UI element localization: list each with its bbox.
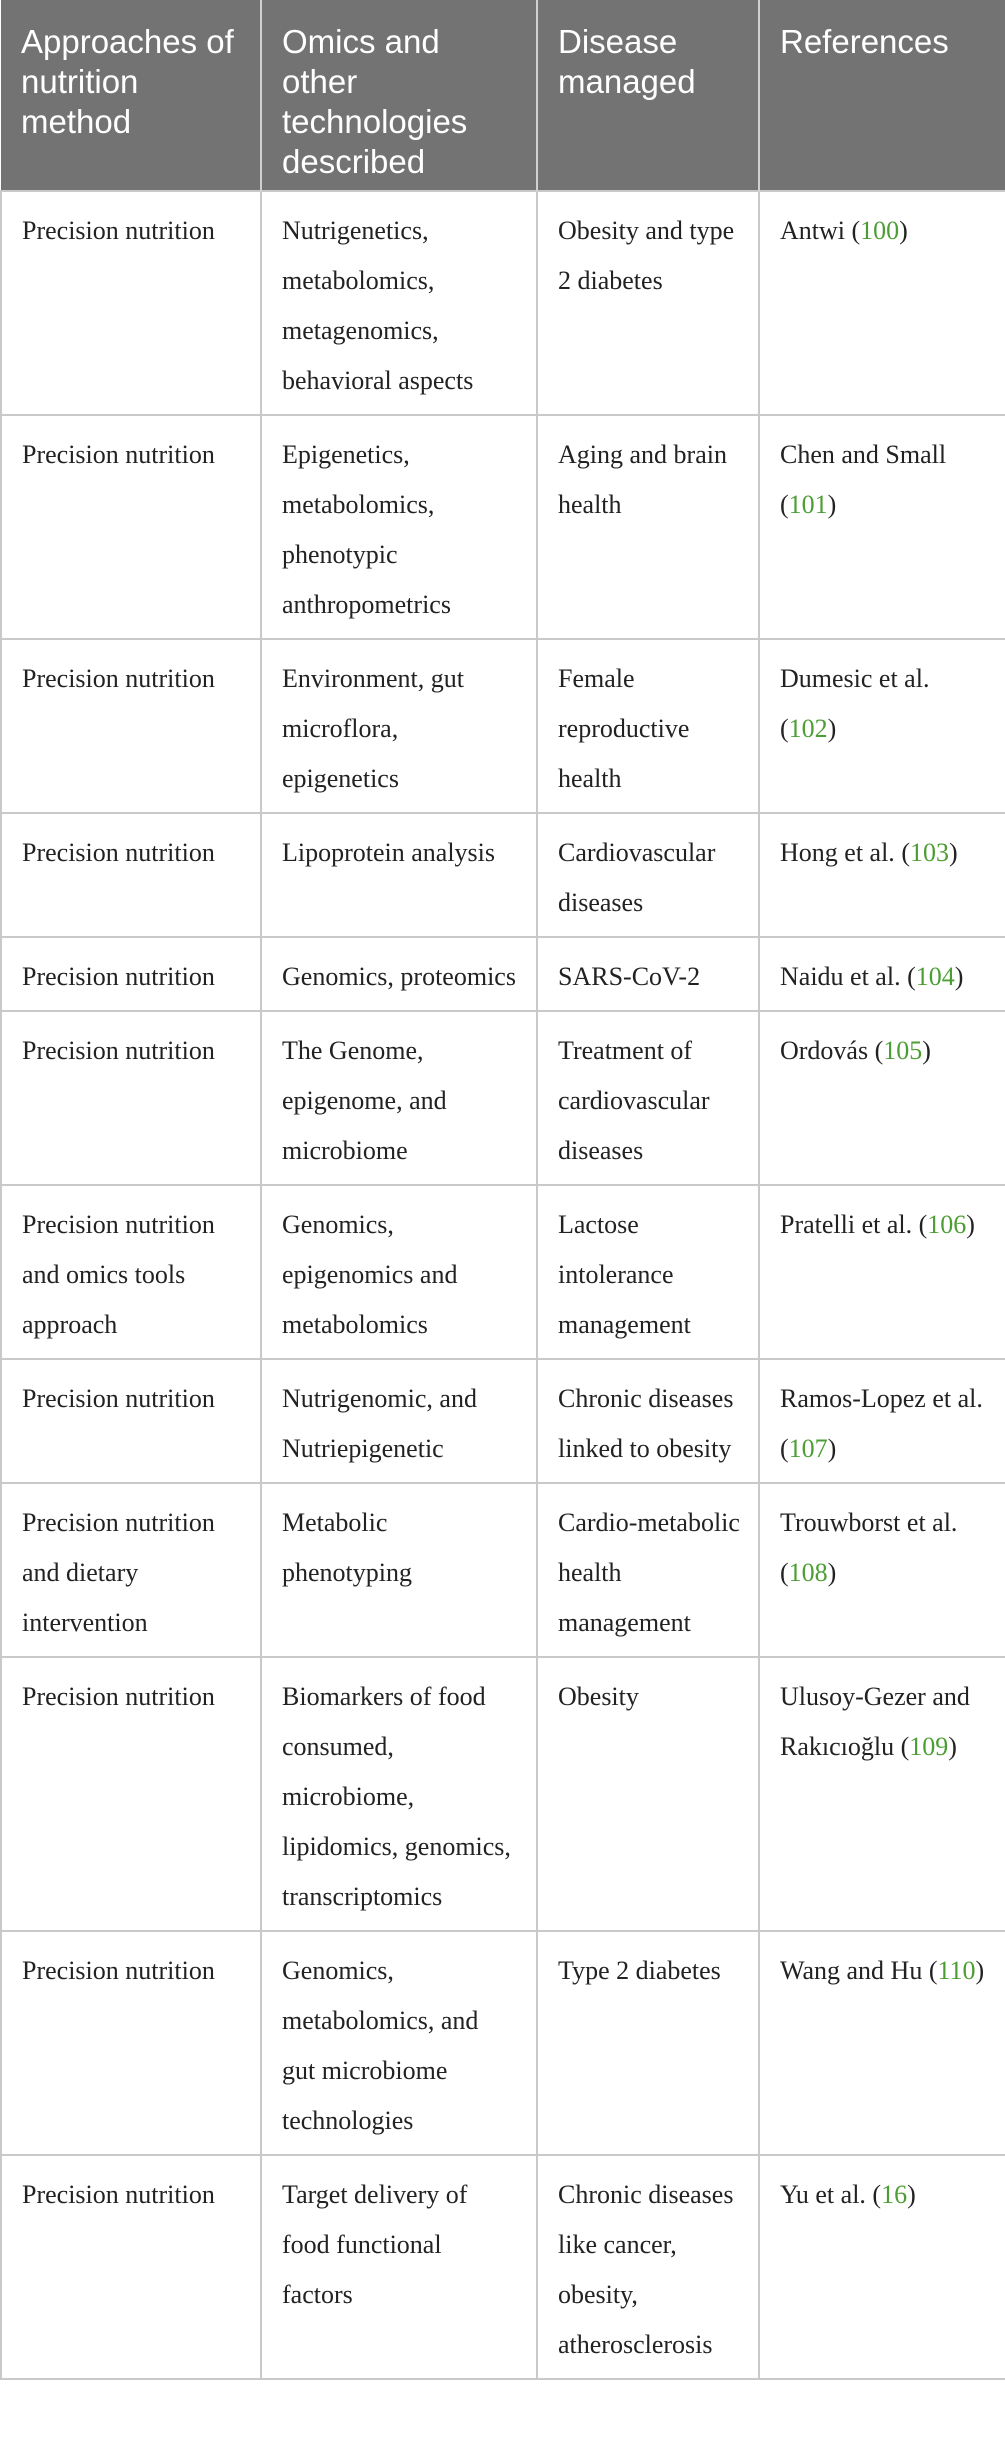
table-row	[1, 1011, 1005, 1185]
cell-reference: Hong et al. (103)	[759, 813, 1005, 937]
cell-approach: Precision nutrition	[1, 191, 261, 415]
cell-reference: Trouwborst et al. (108)	[759, 1483, 1005, 1657]
table-row	[1, 191, 1005, 415]
cell-disease: Type 2 diabetes	[537, 1931, 759, 2155]
reference-link[interactable]: 108	[788, 1558, 828, 1587]
table-row	[1, 1931, 1005, 2155]
reference-author: Ramos-Lopez et al.	[780, 1384, 983, 1413]
reference-author: Hong et al.	[780, 838, 895, 867]
cell-disease: Chronic diseases linked to obesity	[537, 1359, 759, 1483]
reference-link[interactable]: 104	[915, 962, 955, 991]
cell-reference: Dumesic et al. (102)	[759, 639, 1005, 813]
cell-disease: Lactose intolerance management	[537, 1185, 759, 1359]
reference-link[interactable]: 106	[927, 1210, 967, 1239]
cell-reference: Yu et al. (16)	[759, 2155, 1005, 2379]
reference-link[interactable]: 107	[788, 1434, 828, 1463]
cell-omics: Nutrigenetics, metabolomics, metagenomics, behavioral aspects	[261, 191, 537, 415]
cell-approach: Precision nutrition	[1, 1011, 261, 1185]
cell-disease: Obesity	[537, 1657, 759, 1931]
reference-link[interactable]: 101	[788, 490, 828, 519]
cell-omics: Genomics, epigenomics and metabolomics	[261, 1185, 537, 1359]
cell-omics: Genomics, proteomics	[261, 937, 537, 1011]
cell-omics: Target delivery of food functional factors	[261, 2155, 537, 2379]
table-row	[1, 1657, 1005, 1931]
reference-author: Wang and Hu	[780, 1956, 923, 1985]
reference-author: Yu et al.	[780, 2180, 866, 2209]
header-approach: Approaches of nutrition method	[1, 0, 261, 191]
cell-disease: SARS-CoV-2	[537, 937, 759, 1011]
cell-approach: Precision nutrition	[1, 937, 261, 1011]
table-body	[1, 191, 1005, 2379]
header-row	[1, 0, 1005, 191]
cell-disease: Cardiovascular diseases	[537, 813, 759, 937]
reference-author: Ordovás	[780, 1036, 869, 1065]
cell-approach: Precision nutrition	[1, 639, 261, 813]
cell-approach: Precision nutrition and omics tools approach	[1, 1185, 261, 1359]
table-row	[1, 1483, 1005, 1657]
table-row	[1, 937, 1005, 1011]
cell-disease: Obesity and type 2 diabetes	[537, 191, 759, 415]
table-row	[1, 813, 1005, 937]
cell-omics: Environment, gut microflora, epigenetics	[261, 639, 537, 813]
cell-reference: Pratelli et al. (106)	[759, 1185, 1005, 1359]
reference-link[interactable]: 103	[909, 838, 949, 867]
cell-omics: Biomarkers of food consumed, microbiome, lipidomics, genomics, transcriptomics	[261, 1657, 537, 1931]
cell-reference: Wang and Hu (110)	[759, 1931, 1005, 2155]
cell-approach: Precision nutrition and dietary intervention	[1, 1483, 261, 1657]
cell-reference: Ulusoy-Gezer and Rakıcıoğlu (109)	[759, 1657, 1005, 1931]
cell-disease: Chronic diseases like cancer, obesity, atherosclerosis	[537, 2155, 759, 2379]
table-row	[1, 639, 1005, 813]
reference-link[interactable]: 109	[909, 1732, 949, 1761]
table-row	[1, 415, 1005, 639]
cell-approach: Precision nutrition	[1, 1657, 261, 1931]
cell-reference: Ramos-Lopez et al. (107)	[759, 1359, 1005, 1483]
cell-omics: Genomics, metabolomics, and gut microbiome technologies	[261, 1931, 537, 2155]
reference-author: Dumesic et al.	[780, 664, 930, 693]
cell-omics: Nutrigenomic, and Nutriepigenetic	[261, 1359, 537, 1483]
cell-disease: Cardio-metabolic health management	[537, 1483, 759, 1657]
reference-author: Pratelli et al.	[780, 1210, 913, 1239]
reference-link[interactable]: 102	[788, 714, 828, 743]
reference-author: Chen and Small	[780, 440, 947, 469]
cell-omics: Lipoprotein analysis	[261, 813, 537, 937]
reference-link[interactable]: 100	[860, 216, 900, 245]
table-header	[1, 0, 1005, 191]
reference-link[interactable]: 110	[937, 1956, 976, 1985]
reference-author: Antwi	[780, 216, 845, 245]
cell-reference: Naidu et al. (104)	[759, 937, 1005, 1011]
reference-author: Ulusoy-Gezer and Rakıcıoğlu	[780, 1682, 970, 1761]
cell-reference: Antwi (100)	[759, 191, 1005, 415]
table-row	[1, 2155, 1005, 2379]
table-row	[1, 1185, 1005, 1359]
reference-author: Trouwborst et al.	[780, 1508, 958, 1537]
cell-reference: Chen and Small (101)	[759, 415, 1005, 639]
cell-approach: Precision nutrition	[1, 2155, 261, 2379]
header-disease: Disease managed	[537, 0, 759, 191]
cell-reference: Ordovás (105)	[759, 1011, 1005, 1185]
header-references: References	[759, 0, 1005, 191]
cell-omics: Epigenetics, metabolomics, phenotypic anthropometrics	[261, 415, 537, 639]
cell-disease: Treatment of cardiovascular diseases	[537, 1011, 759, 1185]
table-row	[1, 1359, 1005, 1483]
cell-disease: Female reproductive health	[537, 639, 759, 813]
cell-approach: Precision nutrition	[1, 813, 261, 937]
cell-omics: Metabolic phenotyping	[261, 1483, 537, 1657]
header-omics: Omics and other technologies described	[261, 0, 537, 191]
cell-approach: Precision nutrition	[1, 415, 261, 639]
cell-approach: Precision nutrition	[1, 1931, 261, 2155]
reference-link[interactable]: 105	[883, 1036, 923, 1065]
cell-approach: Precision nutrition	[1, 1359, 261, 1483]
reference-link[interactable]: 16	[881, 2180, 908, 2209]
reference-author: Naidu et al.	[780, 962, 901, 991]
cell-disease: Aging and brain health	[537, 415, 759, 639]
cell-omics: The Genome, epigenome, and microbiome	[261, 1011, 537, 1185]
